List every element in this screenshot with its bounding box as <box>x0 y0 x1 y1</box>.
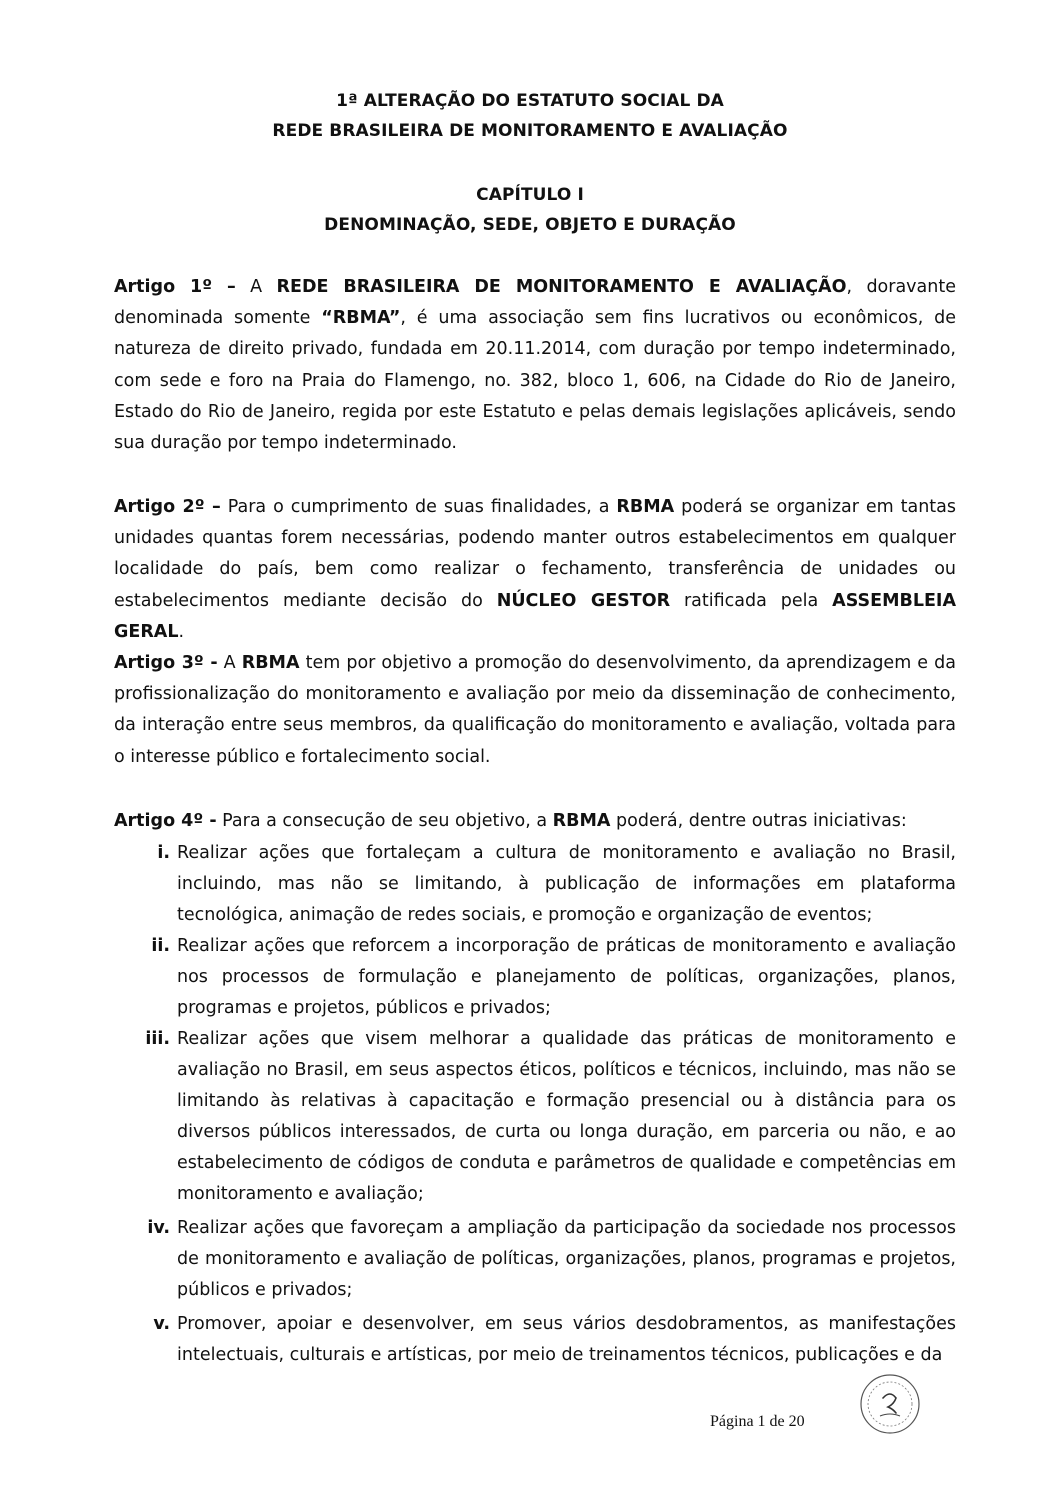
list-item-number: i. <box>157 843 170 863</box>
article-1: Artigo 1º – A REDE BRASILEIRA DE MONITORAMENTO E AVALIAÇÃO, doravante denominada somente “RBMA”, é uma associação sem fins lucrativos ou econômicos, de natureza de direito privado, fundada em 20.11.2014, com duração por tempo indeterminado, com sede e foro na Praia do Flamengo, no. 382, bloco 1, 606, na Cidade do Rio de Janeiro, Estado do Rio de Janeiro, regida por este Estatuto e pelas demais legislações aplicáveis, sendo sua duração por tempo indeterminado. <box>114 277 957 454</box>
list-item-text: Promover, apoiar e desenvolver, em seus vários desdobramentos, as manifestações intelectuais, culturais e artísticas, por meio de treinamentos técnicos, publicações e da <box>177 1314 956 1365</box>
article-4: Artigo 4º - Para a consecução de seu objetivo, a RBMA poderá, dentre outras iniciativas: <box>114 811 907 831</box>
chapter-number: CAPÍTULO I <box>476 185 584 205</box>
list-item-text: Realizar ações que visem melhorar a qualidade das práticas de monitoramento e avaliação no Brasil, em seus aspectos éticos, políticos e técnicos, incluindo, mas não se limitando às relativas à capacitação e formação presencial ou à distância para os diversos públicos interessados, de curta ou longa duração, em parceria ou não, e ao estabelecimento de códigos de conduta e parâmetros de qualidade e competências em monitoramento e avaliação; <box>177 1029 956 1204</box>
list-item-text: Realizar ações que favoreçam a ampliação da participação da sociedade nos processos de monitoramento e avaliação de políticas, organizações, planos, programas e projetos, públicos e privados; <box>177 1218 956 1300</box>
list-item-number: iv. <box>147 1218 170 1238</box>
article-3-label: Artigo 3º - <box>114 653 218 673</box>
article-1-label: Artigo 1º – <box>114 277 236 297</box>
entity-name: REDE BRASILEIRA DE MONITORAMENTO E AVALIAÇÃO <box>276 277 847 297</box>
chapter-title: DENOMINAÇÃO, SEDE, OBJETO E DURAÇÃO <box>324 215 736 235</box>
list-item <box>151 931 956 1024</box>
list-item-text: Realizar ações que reforcem a incorporação de práticas de monitoramento e avaliação nos processos de formulação e planejamento de políticas, organizações, planos, programas e projetos, públicos e privados; <box>177 936 956 1018</box>
article-2: Artigo 2º – Para o cumprimento de suas finalidades, a RBMA poderá se organizar em tantas unidades quantas forem necessárias, podendo manter outros estabelecimentos em qualquer localidade do país, bem como realizar o fechamento, transferência de unidades ou estabelecimentos mediante decisão do NÚCLEO GESTOR ratificada pela ASSEMBLEIA GERAL. <box>114 497 956 642</box>
list-item <box>145 1024 956 1210</box>
list-item-number: v. <box>153 1314 170 1334</box>
article-3: Artigo 3º - A RBMA tem por objetivo a promoção do desenvolvimento, da aprendizagem e da profissionalização do monitoramento e avaliação por meio da disseminação de conhecimento, da interação entre seus membros, da qualificação do monitoramento e avaliação, voltada para o interesse público e fortalecimento social. <box>114 653 956 767</box>
list-item-number: iii. <box>145 1029 170 1049</box>
list-item-number: ii. <box>151 936 170 956</box>
list-item <box>157 838 956 931</box>
list-item <box>147 1213 956 1306</box>
list-item-text: Realizar ações que fortaleçam a cultura de monitoramento e avaliação no Brasil, incluindo, mas não se limitando, à publicação de informações em plataforma tecnológica, animação de redes sociais, e promoção e organização de eventos; <box>177 843 956 925</box>
article-4-label: Artigo 4º - <box>114 811 217 831</box>
document-title-line1: 1ª ALTERAÇÃO DO ESTATUTO SOCIAL DA <box>336 91 724 111</box>
list-item <box>153 1309 956 1371</box>
document-title-line2: REDE BRASILEIRA DE MONITORAMENTO E AVALIAÇÃO <box>272 121 788 141</box>
notary-seal-icon <box>858 1372 922 1436</box>
page-number: Página 1 de 20 <box>710 1413 805 1430</box>
entity-abbr: “RBMA” <box>321 308 401 329</box>
article-2-label: Artigo 2º – <box>114 497 221 517</box>
